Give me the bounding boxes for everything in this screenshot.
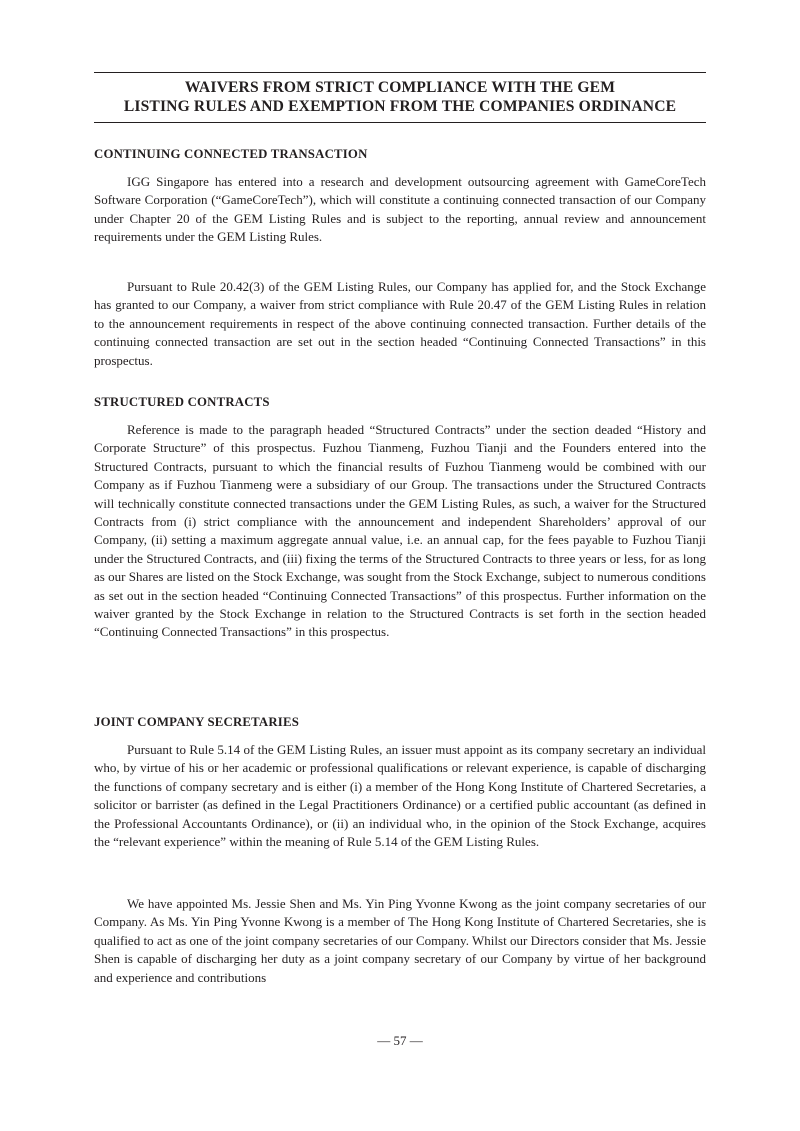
header-bottom-rule <box>94 122 706 123</box>
document-page <box>94 0 706 1131</box>
page-title-line-2: LISTING RULES AND EXEMPTION FROM THE COMPANIES ORDINANCE <box>123 98 677 115</box>
paragraph-igg-outsourcing-agreement: IGG Singapore has entered into a research and development outsourcing agreement with GameCoreTech Software Corporation (“GameCoreTech”), which will constitute a continuing connected transaction of our Company under Chapter 20 of the GEM Listing Rules and is subject to the reporting, annual review and announcement requirements under the GEM Listing Rules. <box>94 174 706 245</box>
page-title <box>94 78 706 116</box>
paragraph-rule-5-14: Pursuant to Rule 5.14 of the GEM Listing Rules, an issuer must appoint as its company secretary an individual who, by virtue of his or her academic or professional qualifications or relevant experience, is capable of discharging the functions of company secretary and is either (i) a member of the Hong Kong Institute of Chartered Secretaries, a solicitor or barrister (as defined in the Legal Practitioners Ordinance) or a certified public accountant (as defined in the Professional Accountants Ordinance), or (ii) an individual who, in the opinion of the Stock Exchange, acquires the “relevant experience” within the meaning of Rule 5.14 of the GEM Listing Rules. <box>94 742 706 850</box>
header-top-rule <box>94 72 706 73</box>
paragraph-structured-contracts: Reference is made to the paragraph headed “Structured Contracts” under the section deaded “History and Corporate Structure” of this prospectus. Fuzhou Tianmeng, Fuzhou Tianji and the Founders entered into the Structured Contracts, pursuant to which the financial results of Fuzhou Tianmeng would be combined with our Company as if Fuzhou Tianmeng were a subsidiary of our Group. The transactions under the Structured Contracts will technically constitute connected transactions under the GEM Listing Rules, as such, a waiver for the Structured Contracts from (i) strict compliance with the announcement and independent Shareholders’ approval of our Company, (ii) setting a maximum aggregate annual value, i.e. an annual cap, for the fees payable to Fuzhou Tianji under the Structured Contracts, and (iii) fixing the terms of the Structured Contracts to three years or less, for as long as our Shares are listed on the Stock Exchange, was sought from the Stock Exchange, subject to numerous conditions as set out in the section headed “Continuing Connected Transactions” of this prospectus. Further information on the waiver granted by the Stock Exchange in relation to the Structured Contracts is set forth in the section headed “Continuing Connected Transactions” in this prospectus. <box>94 422 706 640</box>
page-number: — 57 — <box>377 1033 423 1048</box>
section-heading-continuing-connected-transaction: CONTINUING CONNECTED TRANSACTION <box>94 147 368 161</box>
paragraph-rule-20-42-waiver: Pursuant to Rule 20.42(3) of the GEM Listing Rules, our Company has applied for, and the Stock Exchange has granted to our Company, a waiver from strict compliance with Rule 20.47 of the GEM Listing Rules in relation to the announcement requirements in respect of the above continuing connected transaction. Further details of the continuing connected transaction are set out in the section headed “Continuing Connected Transactions” in this prospectus. <box>94 279 706 368</box>
section-heading-joint-company-secretaries: JOINT COMPANY SECRETARIES <box>94 715 300 729</box>
page-title-line-1: WAIVERS FROM STRICT COMPLIANCE WITH THE GEM <box>184 79 616 96</box>
paragraph-appointed-secretaries: We have appointed Ms. Jessie Shen and Ms. Yin Ping Yvonne Kwong as the joint company secretaries of our Company. As Ms. Yin Ping Yvonne Kwong is a member of The Hong Kong Institute of Chartered Secretaries, she is qualified to act as one of the joint company secretaries of our Company. Whilst our Directors consider that Ms. Jessie Shen is capable of discharging her duty as a joint company secretary of our Company by virtue of her background and experience and contributions <box>94 896 706 985</box>
section-heading-structured-contracts: STRUCTURED CONTRACTS <box>94 395 270 409</box>
